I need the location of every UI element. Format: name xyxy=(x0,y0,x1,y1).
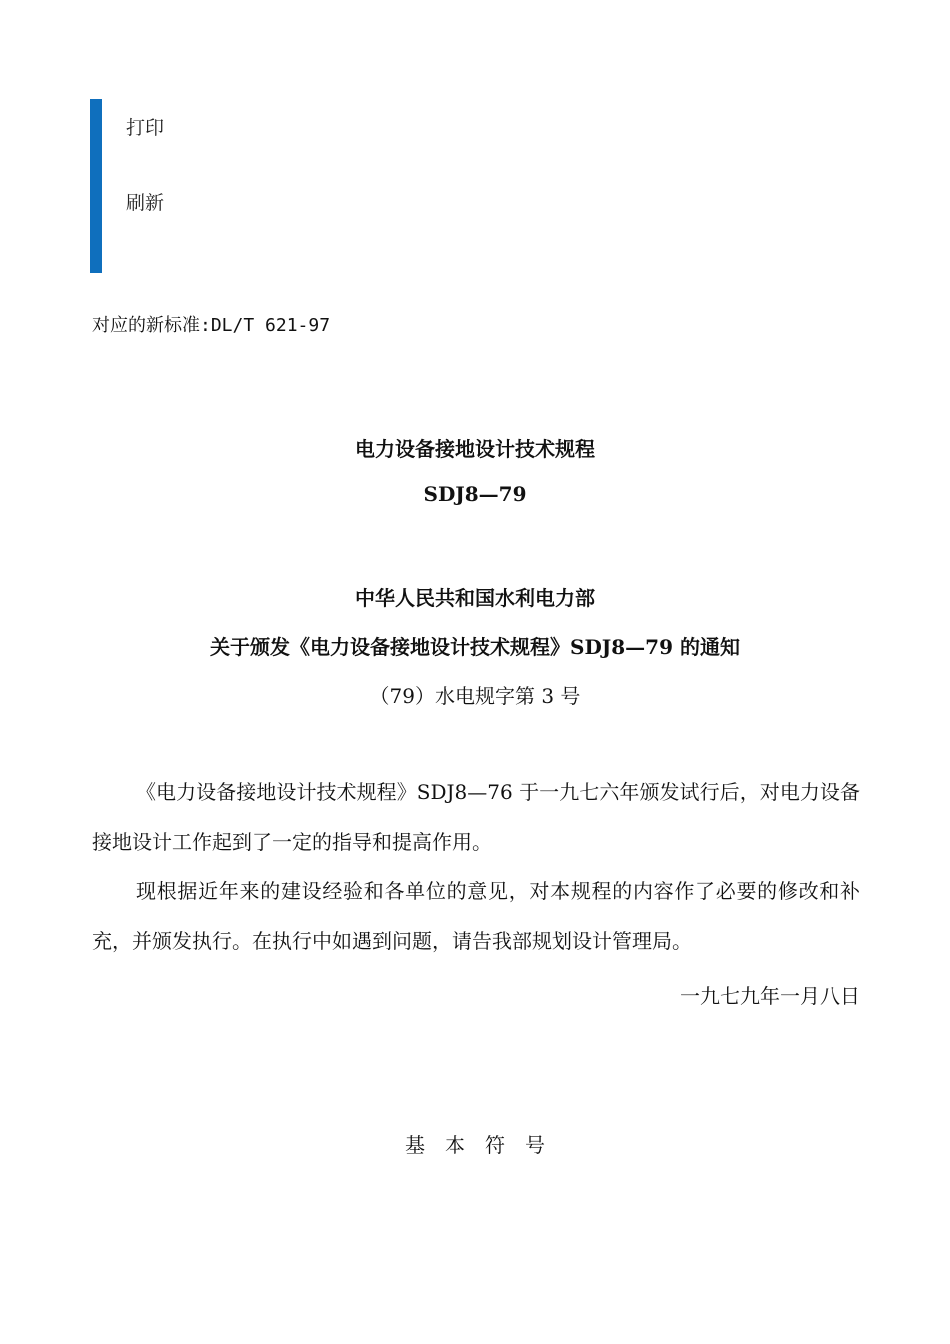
issuer-heading: 中华人民共和国水利电力部 xyxy=(355,586,595,610)
body-paragraph-1: 《电力设备接地设计技术规程》SDJ8—76 于一九七六年颁发试行后，对电力设备接地设计工作起到了一定的指导和提高作用。 xyxy=(92,780,860,854)
toolbar-accent-bar xyxy=(90,99,102,273)
issue-date: 一九七九年一月八日 xyxy=(680,984,860,1008)
document-title: 电力设备接地设计技术规程 xyxy=(355,437,595,461)
section-heading-basic-symbols: 基本符号 xyxy=(405,1133,565,1157)
print-link[interactable]: 打印 xyxy=(126,117,165,139)
document-code: SDJ8—79 xyxy=(423,482,527,506)
new-standard-reference: 对应的新标准:DL/T 621-97 xyxy=(92,315,331,336)
body-paragraph-2: 现根据近年来的建设经验和各单位的意见，对本规程的内容作了必要的修改和补充，并颁发执行。在执行中如遇到问题，请告我部规划设计管理局。 xyxy=(92,879,860,953)
document-number: （79）水电规字第 3 号 xyxy=(369,684,581,708)
refresh-link[interactable]: 刷新 xyxy=(126,192,165,214)
notice-title: 关于颁发《电力设备接地设计技术规程》SDJ8—79 的通知 xyxy=(210,635,740,659)
